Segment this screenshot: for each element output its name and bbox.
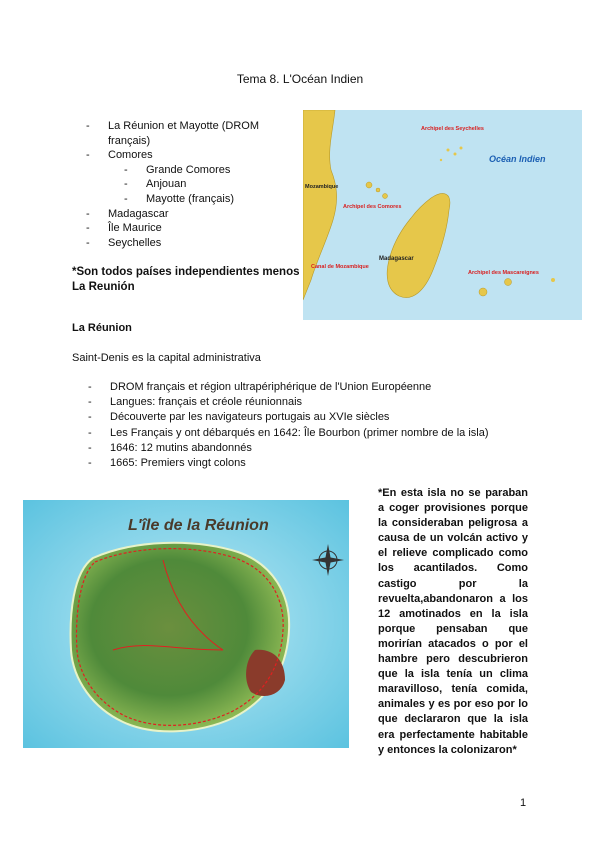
map-label-madagascar: Madagascar: [379, 256, 414, 262]
list-item: - Découverte par les navigateurs portugais au XVIe siècles: [110, 410, 530, 425]
story-note: *En esta isla no se paraban a coger provisiones porque la consideraban peligrosa a causa de un volcán activo y el relieve complicado como los acantilados. Como castigo por la revuelta,abandonaron a los 12 amotinados en la isla porque pensaban que morirían atacados o por el hambre pero descubrieron que la isla tenía un clima maravilloso, tenía comida, animales y es por eso por lo que declararon que la isla era perfectamente habitable y entonces la colonizaron*: [378, 487, 528, 756]
map-label-comores: Archipel des Comores: [343, 204, 402, 210]
facts-list: [110, 380, 530, 471]
list-item-label: Comores: [108, 149, 153, 162]
list-item: - La Réunion et Mayotte (DROM français): [108, 119, 303, 148]
map-label-seychelles: Archipel des Seychelles: [421, 126, 484, 132]
list-item: - Grande Comores: [146, 163, 303, 178]
list-item: - 1665: Premiers vingt colons: [110, 456, 530, 471]
reunion-map: [23, 500, 349, 748]
map-label-mozambique: Mozambique: [305, 184, 339, 190]
list-item: - Mayotte (français): [146, 192, 303, 207]
list-item: - Langues: français et créole réunionnais: [110, 395, 530, 410]
capital-line: Saint-Denis es la capital administrativa: [72, 352, 261, 364]
list-item: - Île Maurice: [108, 221, 303, 236]
map-label-canal: Canal de Mozambique: [311, 264, 369, 270]
list-item: - Les Français y ont débarqués en 1642: Île Bourbon (primer nombre de la isla): [110, 426, 530, 441]
comores-sublist: [146, 163, 303, 207]
list-item: - Seychelles: [108, 236, 303, 251]
territory-list: [108, 119, 303, 250]
reunion-map-title: L'île de la Réunion: [128, 517, 269, 534]
list-item: - Madagascar: [108, 207, 303, 222]
list-item: - Anjouan: [146, 177, 303, 192]
list-item: [108, 148, 303, 206]
section-heading: La Réunion: [72, 322, 132, 334]
indian-ocean-map: [303, 110, 582, 320]
page-title: Tema 8. L'Océan Indien: [236, 72, 364, 86]
page-number: 1: [520, 797, 527, 809]
list-item: - DROM français et région ultrapériphérique de l'Union Européenne: [110, 380, 530, 395]
independence-note: *Son todos países independientes menos La Reunión: [72, 266, 300, 293]
list-item: - 1646: 12 mutins abandonnés: [110, 441, 530, 456]
map-label-ocean: Océan Indien: [489, 154, 546, 164]
map-label-mascareignes: Archipel des Mascareignes: [468, 270, 539, 276]
